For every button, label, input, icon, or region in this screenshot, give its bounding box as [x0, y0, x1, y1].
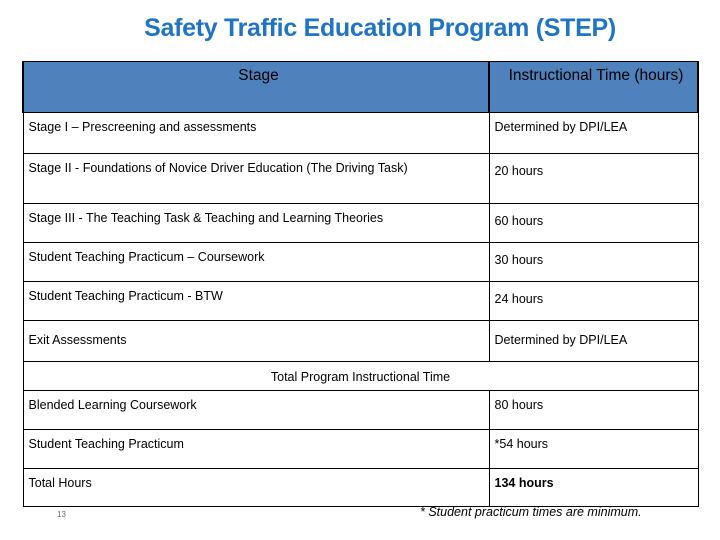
time-cell: Determined by DPI/LEA: [489, 113, 698, 154]
table-row: [23, 430, 698, 469]
total-label: Total Hours: [23, 469, 489, 507]
stage-cell: Student Teaching Practicum: [23, 430, 489, 469]
total-section-heading: Total Program Instructional Time: [23, 362, 698, 391]
table-row: [23, 243, 698, 282]
total-row: [23, 469, 698, 507]
stage-cell: Exit Assessments: [23, 321, 489, 362]
table-header-row: [23, 62, 698, 113]
column-header-stage: Stage: [23, 62, 489, 113]
stage-cell: Stage III - The Teaching Task & Teaching and Learning Theories: [23, 204, 489, 243]
table-row: [23, 154, 698, 204]
column-header-time: Instructional Time (hours): [489, 62, 698, 113]
footnote: * Student practicum times are minimum.: [420, 505, 642, 519]
time-cell: 24 hours: [489, 282, 698, 321]
time-cell: Determined by DPI/LEA: [489, 321, 698, 362]
section-row: [23, 362, 698, 391]
stage-cell: Student Teaching Practicum – Coursework: [23, 243, 489, 282]
slide-number: 13: [57, 510, 66, 519]
stage-cell: Blended Learning Coursework: [23, 391, 489, 430]
stage-cell: Stage II - Foundations of Novice Driver Education (The Driving Task): [23, 154, 489, 204]
stage-cell: Stage I – Prescreening and assessments: [23, 113, 489, 154]
table-row: [23, 391, 698, 430]
time-cell: 80 hours: [489, 391, 698, 430]
table-row: [23, 204, 698, 243]
table-row: [23, 282, 698, 321]
stage-cell: Student Teaching Practicum - BTW: [23, 282, 489, 321]
time-cell: 30 hours: [489, 243, 698, 282]
time-cell: *54 hours: [489, 430, 698, 469]
time-cell: 20 hours: [489, 154, 698, 204]
table-row: [23, 321, 698, 362]
program-table: [22, 61, 699, 507]
total-value: 134 hours: [489, 469, 698, 507]
page-title: Safety Traffic Education Program (STEP): [144, 14, 616, 42]
table-row: [23, 113, 698, 154]
time-cell: 60 hours: [489, 204, 698, 243]
